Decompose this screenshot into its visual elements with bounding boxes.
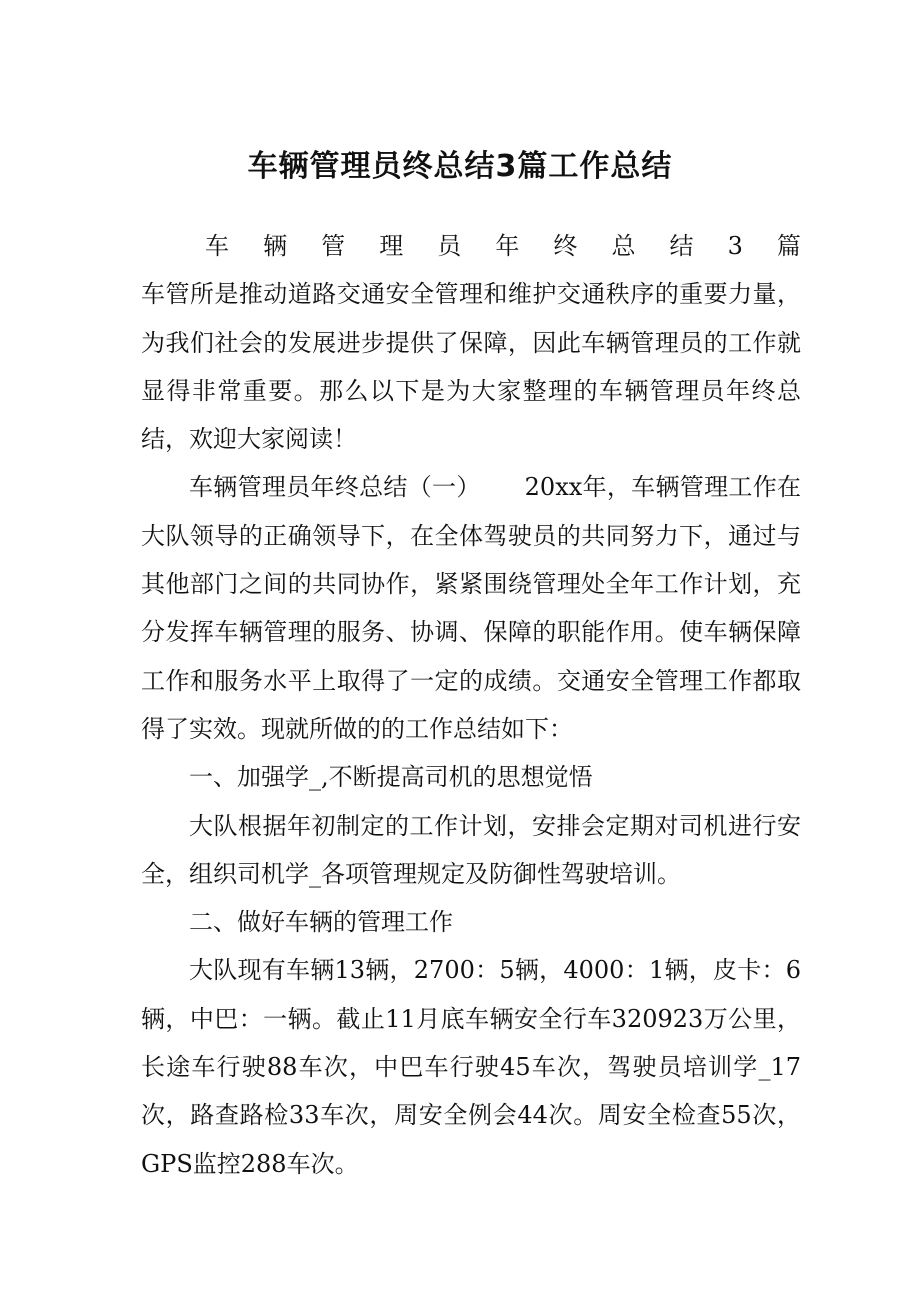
point-one-heading: 一、加强学_,不断提高司机的思想觉悟: [189, 763, 593, 792]
page-title: 车辆管理员终总结3篇工作总结: [247, 149, 673, 184]
subtitle-char: 结: [669, 232, 694, 260]
point-one-text: 大队根据年初制定的工作计划，安排会定期对司机进行安全，组织司机学_各项管理规定及防御性驾驶培训。: [141, 811, 801, 888]
subtitle-char: 理: [379, 232, 404, 260]
spaced-subtitle: [141, 222, 801, 270]
subtitle-char: 终: [553, 232, 578, 260]
subtitle-char: 3: [727, 232, 743, 260]
point-two-heading: 二、做好车辆的管理工作: [189, 908, 453, 937]
intro-paragraph: 车管所是推动道路交通安全管理和维护交通秩序的重要力量，为我们社会的发展进步提供了保障，因此车辆管理员的工作就显得非常重要。那么以下是为大家整理的车辆管理员年终总结，欢迎大家阅读！: [141, 280, 801, 454]
subtitle-char: 车: [205, 232, 229, 260]
subtitle-char: 总: [611, 232, 636, 260]
point-two-text: 大队现有车辆13辆，2700：5辆，4000：1辆，皮卡：6辆，中巴：一辆。截止11月底车辆安全行车320923万公里，长途车行驶88车次，中巴车行驶45车次，驾驶员培训学_17次，路查路检33车次，周安全例会44次。周安全检查55次，GPS监控288车次。: [141, 956, 801, 1178]
subtitle-char: 管: [321, 232, 346, 260]
subtitle-char: 年: [495, 232, 520, 260]
document-body: [141, 222, 801, 1188]
subtitle-char: 辆: [263, 232, 288, 260]
subtitle-char: 员: [437, 232, 462, 260]
subtitle-char: 篇: [776, 232, 801, 260]
section-one-paragraph: [141, 463, 801, 753]
section-one-text: 20xx年，车辆管理工作在大队领导的正确领导下，在全体驾驶员的共同努力下，通过与其他部门之间的共同协作，紧紧围绕管理处全年工作计划，充分发挥车辆管理的服务、协调、保障的职能作用。使车辆保障工作和服务水平上取得了一定的成绩。交通安全管理工作都取得了实效。现就所做的的工作总结如下：: [141, 473, 802, 743]
section-one-heading: 车辆管理员年终总结（一）: [189, 473, 481, 502]
